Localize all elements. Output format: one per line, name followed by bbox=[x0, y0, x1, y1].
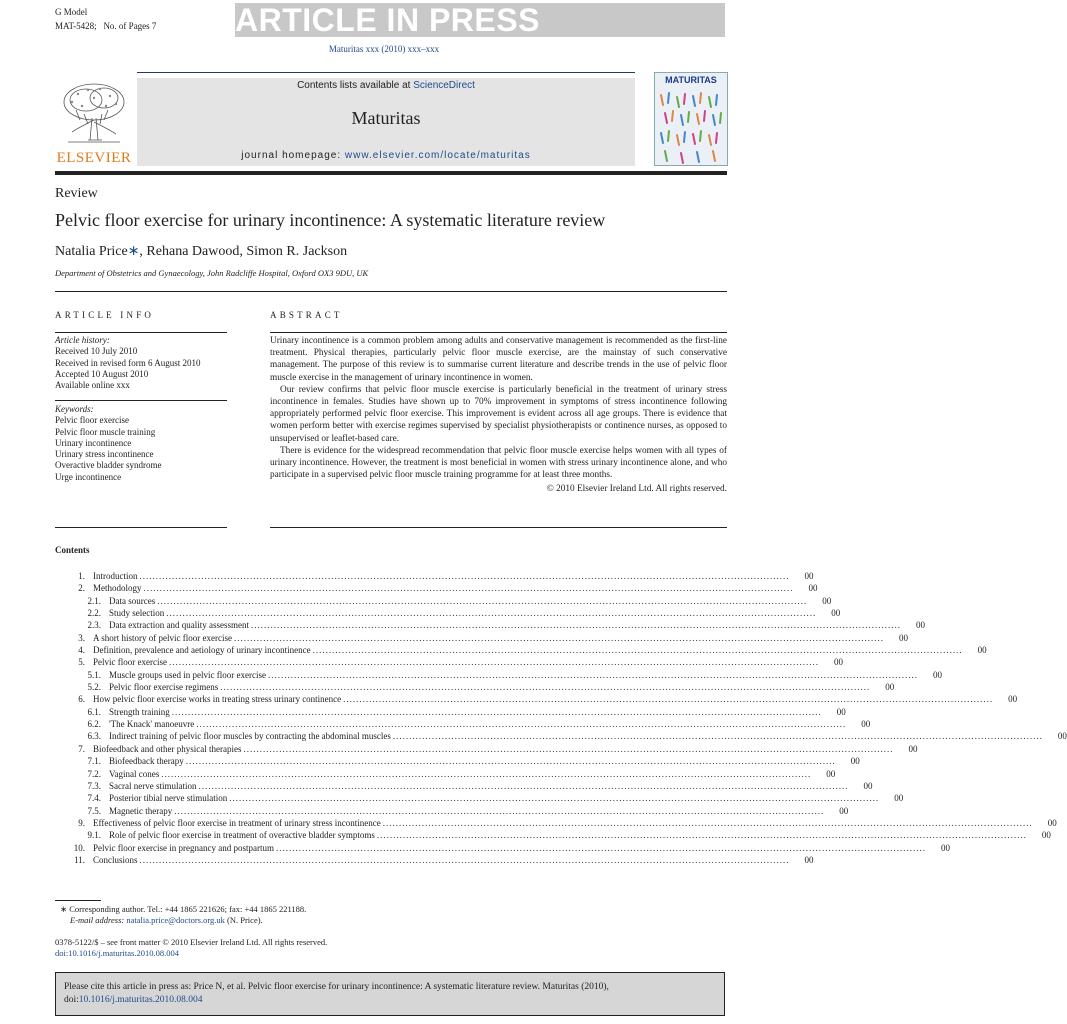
toc-entry[interactable] bbox=[55, 582, 818, 594]
toc-entry[interactable] bbox=[55, 619, 925, 631]
toc-page-number: 00 bbox=[861, 719, 871, 730]
toc-leader-dots: ........................................................................................................................................................................................................ bbox=[392, 731, 1043, 742]
toc-entry[interactable] bbox=[55, 706, 846, 718]
keyword: Pelvic floor muscle training bbox=[55, 426, 156, 437]
toc-entry[interactable] bbox=[55, 669, 942, 681]
toc-label[interactable]: Conclusions bbox=[93, 854, 138, 865]
contents-heading: Contents bbox=[55, 545, 90, 555]
affiliation: Department of Obstetrics and Gynaecology, John Radcliffe Hospital, Oxford OX3 9DU, UK bbox=[55, 268, 369, 278]
toc-page-number: 00 bbox=[850, 756, 860, 767]
toc-page-number: 00 bbox=[839, 805, 849, 816]
toc-entry[interactable] bbox=[55, 780, 873, 792]
article-info-bottom-rule bbox=[55, 527, 227, 528]
manuscript-meta bbox=[55, 5, 156, 33]
manuscript-ref: MAT-5428; bbox=[55, 21, 97, 31]
doi-link[interactable]: doi:10.1016/j.maturitas.2010.08.004 bbox=[55, 948, 179, 958]
email-label: E-mail address: bbox=[70, 915, 127, 925]
toc-page-number: 00 bbox=[826, 768, 836, 779]
toc-label[interactable]: Magnetic therapy bbox=[109, 805, 173, 816]
abstract-paragraph: There is evidence for the widespread recommendation that pelvic floor muscle exercise helps women with all types of urinary incontinence. However, the treatment is most beneficial in women with stress urinary incontinence alone, and who participate in a supervised pelvic floor muscle training programme for at least three months. bbox=[270, 445, 727, 481]
toc-leader-dots: ........................................................................................................................................................................................................ bbox=[171, 706, 822, 717]
issn-line: 0378-5122/$ – see front matter © 2010 Elsevier Ireland Ltd. All rights reserved. bbox=[55, 937, 328, 947]
page-count: No. of Pages 7 bbox=[103, 21, 157, 31]
toc-number: 5.2. bbox=[87, 682, 101, 693]
keyword: Urinary incontinence bbox=[55, 437, 132, 448]
abstract-paragraph: Our review confirms that pelvic floor muscle exercise is particularly beneficial in the treatment of urinary stress incontinence in females. Studies have shown up to 70% improvement in symptoms of stress incontinence following appropriately performed pelvic floor exercise. This improvement is evident across all age groups. There is evidence that women perform better with exercise regimes supervised by specialist physiotherapists or continence nurses, as opposed to unsupervised or leaflet-based care. bbox=[270, 384, 727, 444]
homepage-link[interactable]: www.elsevier.com/locate/maturitas bbox=[344, 150, 531, 161]
toc-page-number: 00 bbox=[808, 583, 818, 594]
abstract-rule bbox=[270, 332, 727, 333]
footnote-rule bbox=[55, 900, 101, 901]
toc-number: 5. bbox=[78, 657, 85, 668]
toc-entry[interactable] bbox=[55, 570, 814, 582]
toc-label[interactable]: Data extraction and quality assessment bbox=[109, 620, 249, 631]
abstract-body bbox=[270, 335, 727, 496]
toc-label[interactable]: Methodology bbox=[93, 583, 142, 594]
toc-page-number: 00 bbox=[1041, 830, 1051, 841]
toc-number: 2.1. bbox=[87, 595, 101, 606]
toc-leader-dots: ........................................................................................................................................................................................................ bbox=[196, 719, 847, 730]
toc-label[interactable]: Strength training bbox=[109, 706, 170, 717]
toc-entry[interactable] bbox=[55, 829, 1051, 841]
cover-figures-art bbox=[655, 87, 727, 165]
toc-page-number: 00 bbox=[822, 595, 832, 606]
toc-page-number: 00 bbox=[1047, 817, 1057, 828]
corresponding-footnote bbox=[60, 904, 306, 926]
toc-page-number: 00 bbox=[831, 608, 841, 619]
toc-number: 9. bbox=[78, 817, 85, 828]
toc-leader-dots: ........................................................................................................................................................................................................ bbox=[198, 780, 849, 791]
toc-page-number: 00 bbox=[836, 706, 846, 717]
toc-number: 2.3. bbox=[87, 620, 101, 631]
article-type: Review bbox=[55, 186, 98, 201]
toc-leader-dots: ........................................................................................................................................................................................................ bbox=[233, 632, 884, 643]
contents-prefix: Contents lists available at bbox=[297, 80, 414, 91]
journal-homepage-line bbox=[137, 150, 635, 161]
email-suffix: (N. Price). bbox=[224, 915, 263, 925]
toc-number: 7.5. bbox=[87, 805, 101, 816]
toc-label[interactable]: Role of pelvic floor exercise in treatment of overactive bladder symptoms bbox=[109, 830, 375, 841]
toc-entry[interactable] bbox=[55, 607, 841, 619]
publisher-logo-text: ELSEVIER bbox=[56, 150, 132, 166]
toc-page-number: 00 bbox=[908, 743, 918, 754]
journal-cover-image bbox=[654, 72, 728, 166]
toc-number: 2. bbox=[78, 583, 85, 594]
toc-page-number: 00 bbox=[885, 682, 895, 693]
cite-doi-prefix: doi: bbox=[64, 994, 79, 1005]
history-label: Article history: bbox=[55, 335, 110, 345]
toc-page-number: 00 bbox=[863, 780, 873, 791]
corresponding-author-note: ∗ Corresponding author. Tel.: +44 1865 221626; fax: +44 1865 221188. bbox=[60, 904, 307, 914]
toc-page-number: 00 bbox=[833, 657, 843, 668]
toc-entry[interactable] bbox=[55, 693, 1018, 705]
toc-number: 9.1. bbox=[87, 830, 101, 841]
history-item: Received 10 July 2010 bbox=[55, 346, 138, 357]
toc-entry[interactable] bbox=[55, 854, 814, 866]
toc-label[interactable]: Muscle groups used in pelvic floor exercise bbox=[109, 669, 266, 680]
email-link[interactable]: natalia.price@doctors.org.uk bbox=[126, 915, 225, 925]
toc-entry[interactable] bbox=[55, 817, 1057, 829]
toc-entry[interactable] bbox=[55, 656, 843, 668]
toc-label[interactable]: Introduction bbox=[93, 571, 138, 581]
toc-page-number: 00 bbox=[1057, 731, 1067, 742]
toc-number: 10. bbox=[73, 842, 85, 853]
toc-page-number: 00 bbox=[932, 669, 942, 680]
toc-number: 7. bbox=[78, 743, 85, 754]
header-rule-top bbox=[137, 72, 635, 73]
header-rule-bottom bbox=[55, 171, 727, 175]
elsevier-tree-logo bbox=[58, 80, 130, 146]
toc-leader-dots: ........................................................................................................................................................................................................ bbox=[250, 620, 901, 631]
toc-label[interactable]: Biofeedback and other physical therapies bbox=[93, 743, 242, 754]
toc-number: 3. bbox=[78, 632, 85, 643]
toc-page-number: 00 bbox=[898, 632, 908, 643]
toc-leader-dots: ........................................................................................................................................................................................................ bbox=[220, 682, 871, 693]
toc-page-number: 00 bbox=[977, 645, 987, 656]
toc-label[interactable]: Data sources bbox=[109, 595, 156, 606]
please-cite-box bbox=[55, 972, 725, 1016]
toc-page-number: 00 bbox=[804, 571, 814, 581]
corresponding-author-mark[interactable]: ∗ bbox=[127, 244, 140, 259]
article-in-press-banner bbox=[235, 3, 725, 37]
abstract-heading: ABSTRACT bbox=[270, 310, 343, 320]
toc-entry[interactable] bbox=[55, 644, 987, 656]
history-item: Received in revised form 6 August 2010 bbox=[55, 357, 201, 368]
toc-leader-dots: ........................................................................................................................................................................................................ bbox=[312, 645, 963, 656]
toc-leader-dots: ........................................................................................................................................................................................................ bbox=[243, 743, 894, 754]
toc-label[interactable]: A short history of pelvic floor exercise bbox=[93, 632, 232, 643]
other-authors: , Rehana Dawood, Simon R. Jackson bbox=[139, 244, 348, 259]
toc-entry[interactable] bbox=[55, 632, 908, 644]
homepage-prefix: journal homepage: bbox=[241, 150, 345, 161]
author-price[interactable]: Natalia Price bbox=[55, 244, 128, 259]
toc-label[interactable]: Biofeedback therapy bbox=[109, 756, 184, 767]
banner-text: ARTICLE IN PRESS bbox=[235, 2, 540, 38]
toc-number: 6.3. bbox=[87, 731, 101, 742]
toc-label[interactable]: Indirect training of pelvic floor muscles by contracting the abdominal muscles bbox=[109, 731, 391, 742]
toc-leader-dots: ........................................................................................................................................................................................................ bbox=[139, 854, 790, 865]
toc-number: 6.1. bbox=[87, 706, 101, 717]
model-label: G Model bbox=[55, 7, 88, 17]
toc-leader-dots: ........................................................................................................................................................................................................ bbox=[376, 830, 1027, 841]
toc-leader-dots: ........................................................................................................................................................................................................ bbox=[267, 669, 918, 680]
toc-label[interactable]: Posterior tibial nerve stimulation bbox=[109, 793, 228, 804]
toc-number: 6. bbox=[78, 694, 85, 705]
toc-entry[interactable] bbox=[55, 755, 860, 767]
toc-entry[interactable] bbox=[55, 743, 918, 755]
toc-label[interactable]: 'The Knack' manoeuvre bbox=[109, 719, 195, 730]
toc-leader-dots: ........................................................................................................................................................................................................ bbox=[143, 583, 794, 594]
toc-entry[interactable] bbox=[55, 595, 832, 607]
toc-leader-dots: ........................................................................................................................................................................................................ bbox=[161, 768, 812, 779]
article-info-rule bbox=[55, 332, 227, 333]
toc-number: 2.2. bbox=[87, 608, 101, 619]
table-of-contents bbox=[55, 570, 1067, 866]
journal-citation[interactable]: Maturitas xxx (2010) xxx–xxx bbox=[328, 44, 440, 54]
abstract-bottom-rule bbox=[270, 527, 727, 528]
toc-number: 1. bbox=[78, 571, 85, 581]
toc-entry[interactable] bbox=[55, 730, 1067, 742]
toc-label[interactable]: Study selection bbox=[109, 608, 165, 619]
toc-number: 6.2. bbox=[87, 719, 101, 730]
toc-label[interactable]: Definition, prevalence and aetiology of urinary incontinence bbox=[93, 645, 311, 656]
toc-entry[interactable] bbox=[55, 768, 836, 780]
toc-entry[interactable] bbox=[55, 681, 895, 693]
toc-label[interactable]: Sacral nerve stimulation bbox=[109, 780, 197, 791]
keywords-rule bbox=[55, 400, 227, 401]
keyword: Urge incontinence bbox=[55, 471, 122, 482]
cover-title: MATURITAS bbox=[665, 75, 717, 85]
toc-entry[interactable] bbox=[55, 792, 904, 804]
toc-entry[interactable] bbox=[55, 805, 849, 817]
author-list bbox=[55, 243, 347, 260]
keywords-block bbox=[55, 404, 161, 483]
toc-page-number: 00 bbox=[915, 620, 925, 631]
toc-number: 7.3. bbox=[87, 780, 101, 791]
keyword: Overactive bladder syndrome bbox=[55, 460, 162, 471]
toc-leader-dots: ........................................................................................................................................................................................................ bbox=[229, 793, 880, 804]
toc-leader-dots: ........................................................................................................................................................................................................ bbox=[157, 595, 808, 606]
article-title: Pelvic floor exercise for urinary incontinence: A systematic literature review bbox=[55, 210, 606, 230]
toc-leader-dots: ........................................................................................................................................................................................................ bbox=[382, 817, 1033, 828]
abstract-paragraph: Urinary incontinence is a common problem among adults and conservative management is recommended as the first-line treatment. Physical therapies, particularly pelvic floor muscle exercise, are the mainstay of such conservative management. The purpose of this review is to summarise current literature and describe trends in the use of pelvic floor muscle exercise in the management of urinary incontinence in women. bbox=[270, 336, 727, 383]
toc-leader-dots: ........................................................................................................................................................................................................ bbox=[168, 657, 819, 668]
keywords-label: Keywords: bbox=[55, 404, 94, 414]
toc-number: 7.4. bbox=[87, 793, 101, 804]
journal-title: Maturitas bbox=[351, 108, 421, 128]
toc-leader-dots: ........................................................................................................................................................................................................ bbox=[174, 805, 825, 816]
history-item: Accepted 10 August 2010 bbox=[55, 368, 149, 379]
toc-page-number: 00 bbox=[804, 854, 814, 865]
toc-label[interactable]: Pelvic floor exercise bbox=[93, 657, 167, 668]
sciencedirect-link[interactable]: ScienceDirect bbox=[413, 80, 475, 91]
toc-number: 7.1. bbox=[87, 756, 101, 767]
toc-leader-dots: ........................................................................................................................................................................................................ bbox=[166, 608, 817, 619]
keyword: Pelvic floor exercise bbox=[55, 415, 129, 426]
toc-page-number: 00 bbox=[940, 842, 950, 853]
toc-number: 11. bbox=[74, 854, 85, 865]
keyword: Urinary stress incontinence bbox=[55, 449, 154, 460]
article-history bbox=[55, 335, 200, 391]
toc-label[interactable]: Pelvic floor exercise regimens bbox=[109, 682, 219, 693]
copyright-line: © 2010 Elsevier Ireland Ltd. All rights reserved. bbox=[546, 484, 727, 495]
toc-entry[interactable] bbox=[55, 718, 871, 730]
contents-available-line bbox=[137, 80, 635, 91]
toc-label[interactable]: Effectiveness of pelvic floor exercise in treatment of urinary stress incontinence bbox=[93, 817, 381, 828]
toc-leader-dots: ........................................................................................................................................................................................................ bbox=[185, 756, 836, 767]
toc-leader-dots: ........................................................................................................................................................................................................ bbox=[275, 842, 926, 853]
cite-doi-link[interactable]: 10.1016/j.maturitas.2010.08.004 bbox=[78, 994, 203, 1005]
history-item: Available online xxx bbox=[55, 380, 130, 391]
toc-number: 7.2. bbox=[87, 768, 101, 779]
toc-page-number: 00 bbox=[1008, 694, 1018, 705]
toc-label[interactable]: Pelvic floor exercise in pregnancy and postpartum bbox=[93, 842, 274, 853]
toc-label[interactable]: How pelvic floor exercise works in treating stress urinary continence bbox=[93, 694, 342, 705]
article-info-heading: ARTICLE INFO bbox=[55, 310, 155, 320]
toc-leader-dots: ........................................................................................................................................................................................................ bbox=[343, 694, 994, 705]
title-divider bbox=[55, 291, 727, 292]
toc-entry[interactable] bbox=[55, 842, 950, 854]
issn-block bbox=[55, 937, 327, 959]
toc-page-number: 00 bbox=[894, 793, 904, 804]
toc-number: 4. bbox=[78, 645, 85, 656]
toc-number: 5.1. bbox=[87, 669, 101, 680]
toc-label[interactable]: Vaginal cones bbox=[109, 768, 160, 779]
toc-leader-dots: ........................................................................................................................................................................................................ bbox=[139, 571, 790, 581]
please-cite-text: Please cite this article in press as: Price N, et al. Pelvic floor exercise for urinary incontinence: A systematic literature review. Maturitas (2010), bbox=[64, 982, 609, 992]
